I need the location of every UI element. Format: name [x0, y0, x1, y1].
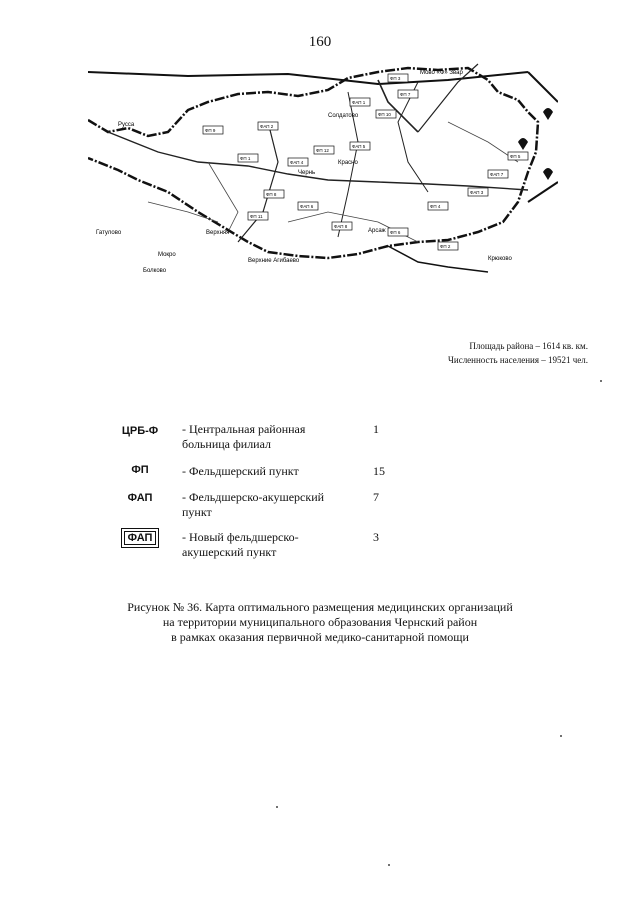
facility-marker [468, 188, 488, 196]
legend-count: 1 [373, 422, 379, 436]
facility-marker [203, 126, 223, 134]
district-stats [448, 339, 588, 367]
facility-marker [314, 146, 334, 154]
figure-caption [0, 600, 640, 645]
legend-count: 3 [373, 530, 379, 544]
facility-marker-label: ФАП 5 [352, 144, 366, 149]
legend-count: 15 [373, 464, 385, 478]
facility-marker-label: ФАП 1 [352, 100, 366, 105]
scan-speck [600, 380, 602, 382]
facility-marker [298, 202, 318, 210]
map-label: Крюково [488, 256, 512, 262]
map-label: Верхние Агибаево [248, 258, 300, 264]
legend-symbol-fp: ФП [131, 464, 149, 476]
facility-marker [376, 110, 396, 118]
area-stat: Площадь района – 1614 кв. км. [469, 341, 588, 351]
facility-marker-label: ФАП 8 [334, 224, 348, 229]
scan-speck [276, 806, 278, 808]
facility-marker-label: ФП 5 [510, 154, 521, 159]
facility-marker-label: ФП 7 [400, 92, 411, 97]
facility-marker-label: ФП 2 [440, 244, 451, 249]
new-fap-box: ФАП [121, 528, 160, 548]
scan-speck [560, 735, 562, 737]
caption-line: Рисунок № 36. Карта оптимального размещения медицинских организаций [127, 600, 513, 614]
facility-marker-label: ФП 8 [266, 192, 277, 197]
facility-marker-label: ФП 9 [205, 128, 216, 133]
facility-marker [398, 90, 418, 98]
legend-symbol-fap: ФАП [127, 492, 153, 504]
map-label: Верхняя [206, 230, 230, 236]
facility-marker [288, 158, 308, 166]
map-label: Солдатово [328, 113, 359, 119]
facility-marker [428, 202, 448, 210]
facility-marker-label: ФАП 3 [470, 190, 484, 195]
facility-marker [332, 222, 352, 230]
legend-symbol-new-fap [110, 528, 170, 548]
facility-marker [350, 142, 370, 150]
population-stat: Численность населения – 19521 чел. [448, 355, 588, 365]
map-label: Русса [118, 122, 135, 128]
facility-marker [388, 74, 408, 82]
facility-marker-label: ФП 10 [378, 112, 391, 117]
map-label: Арсаж [368, 228, 386, 234]
caption-line: на территории муниципального образования Чернский район [162, 615, 478, 629]
legend [110, 420, 410, 568]
facility-marker-label: ФАП 7 [490, 172, 504, 177]
legend-row [110, 488, 410, 528]
map-label: Болково [143, 268, 167, 274]
map-label: Красно [338, 160, 358, 166]
facility-marker [248, 212, 268, 220]
legend-row [110, 528, 410, 568]
map-svg [88, 62, 558, 280]
facility-marker [488, 170, 508, 178]
legend-row [110, 420, 410, 462]
legend-description: - Фельдшерский пункт [182, 464, 299, 478]
facility-marker [508, 152, 528, 160]
legend-description: - Новый фельдшерско-акушерский пункт [182, 530, 299, 559]
legend-row [110, 462, 410, 488]
facility-marker-label: ФП 3 [390, 76, 401, 81]
caption-line: в рамках оказания первичной медико-санитарной помощи [171, 630, 469, 644]
facility-marker [350, 98, 370, 106]
map-label: Мокро [158, 252, 176, 258]
facility-marker [258, 122, 278, 130]
facility-marker-label: ФАП 6 [300, 204, 314, 209]
district-map [88, 62, 558, 280]
legend-description: - Центральная районная больница филиал [182, 422, 306, 451]
facility-marker-label: ФАП 2 [260, 124, 274, 129]
legend-description: - Фельдшерско-акушерский пункт [182, 490, 325, 519]
facility-marker [238, 154, 258, 162]
map-label: Гатулово [96, 230, 122, 236]
facility-marker-label: ФП 4 [430, 204, 441, 209]
facility-marker-label: ФП 1 [240, 156, 251, 161]
legend-count: 7 [373, 490, 379, 504]
page-number: 160 [308, 34, 332, 50]
facility-marker-label: ФП 6 [390, 230, 401, 235]
scan-speck [388, 864, 390, 866]
map-label: Чернь [298, 170, 316, 176]
facility-marker-label: ФП 12 [316, 148, 329, 153]
facility-marker-label: ФП 11 [250, 214, 263, 219]
facility-marker [264, 190, 284, 198]
facility-marker [388, 228, 408, 236]
map-label: Мово «Ф» Звар [420, 70, 463, 76]
facility-marker-label: ФАП 4 [290, 160, 304, 165]
legend-symbol-crb: ЦРБ-Ф [121, 425, 159, 437]
facility-marker [438, 242, 458, 250]
